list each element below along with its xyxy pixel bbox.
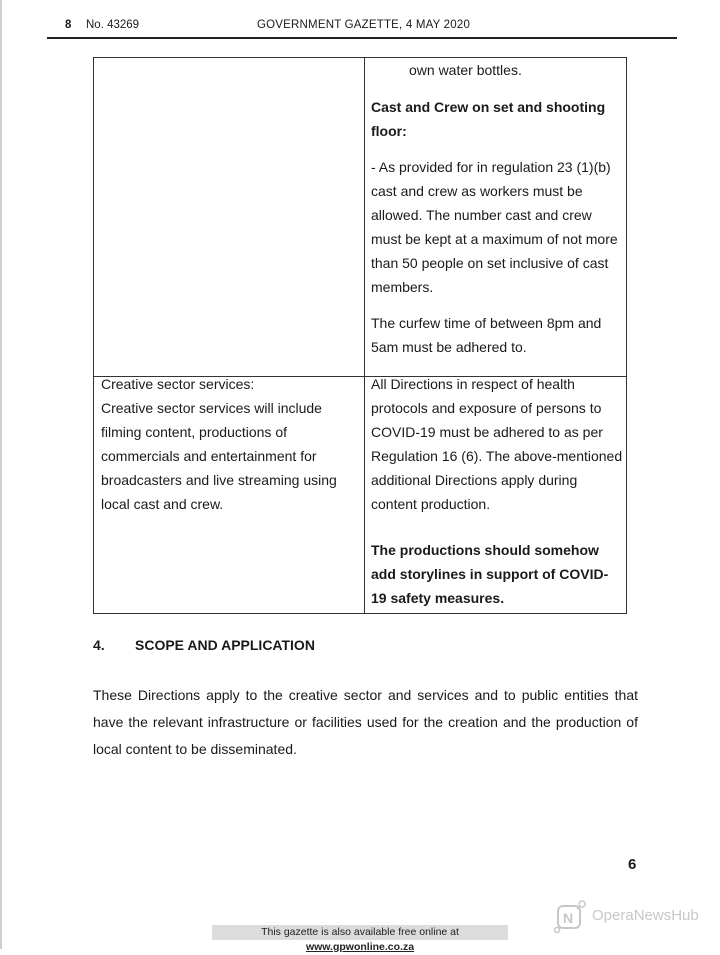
- row2-left-line: local cast and crew.: [101, 496, 224, 512]
- page-number: 6: [628, 856, 637, 873]
- row1-right-line: than 50 people on set inclusive of cast: [371, 255, 609, 271]
- watermark: [552, 896, 712, 938]
- row1-right-subheading-line1: Cast and Crew on set and shooting: [371, 99, 606, 115]
- page-edge: [0, 0, 2, 949]
- svg-text:N: N: [563, 910, 574, 926]
- row2-right-bold-line: add storylines in support of COVID-: [371, 566, 609, 582]
- page-header: [47, 19, 677, 37]
- footer-text: This gazette is also available free online at: [261, 926, 459, 938]
- footer-note: [212, 925, 508, 953]
- row2-left-line: filming content, productions of: [101, 424, 287, 440]
- row1-right-line: members.: [371, 279, 434, 295]
- header-issue-number: No. 43269: [86, 19, 140, 31]
- header-page-number: 8: [65, 19, 72, 31]
- row2-right-line: additional Directions apply during: [371, 472, 578, 488]
- row1-right-line: must be kept at a maximum of not more: [371, 231, 618, 247]
- directions-table: [93, 57, 627, 614]
- row1-right-line: cast and crew as workers must be: [371, 183, 583, 199]
- row2-right-line: All Directions in respect of health: [371, 376, 575, 392]
- section-number: 4.: [93, 637, 105, 653]
- row1-right-line0: own water bottles.: [409, 62, 522, 78]
- row2-right-bold-line: The productions should somehow: [371, 542, 599, 558]
- row2-left-line: broadcasters and live streaming using: [101, 472, 337, 488]
- row2-right-line: Regulation 16 (6). The above-mentioned: [371, 448, 623, 464]
- row2-left-line: Creative sector services will include: [101, 400, 322, 416]
- row1-right-subheading-line2: floor:: [371, 123, 407, 139]
- section-paragraph: These Directions apply to the creative sector and services and to public entities that have the relevant infrastructure or facilities used for the creation and the production of local content to be disseminated.: [93, 687, 638, 757]
- opera-news-hub-logo-icon: [552, 898, 588, 934]
- section-title: SCOPE AND APPLICATION: [135, 637, 315, 653]
- row1-right-line: allowed. The number cast and crew: [371, 207, 592, 223]
- row2-right-bold-line: 19 safety measures.: [371, 590, 505, 606]
- footer-link[interactable]: www.gpwonline.co.za: [305, 941, 415, 953]
- row2-right-line: protocols and exposure of persons to: [371, 400, 602, 416]
- header-title: GOVERNMENT GAZETTE, 4 MAY 2020: [257, 19, 471, 31]
- row1-right-curfew-line: 5am must be adhered to.: [371, 339, 527, 355]
- watermark-text: OperaNewsHub: [592, 907, 699, 924]
- row2-left-line: Creative sector services:: [101, 376, 255, 392]
- row2-right-line: COVID-19 must be adhered to as per: [371, 424, 603, 440]
- row2-right-line: content production.: [371, 496, 491, 512]
- row2-left-line: commercials and entertainment for: [101, 448, 317, 464]
- row1-right-line: - As provided for in regulation 23 (1)(b): [371, 159, 611, 175]
- header-rule: [47, 37, 677, 39]
- row1-right-curfew-line: The curfew time of between 8pm and: [371, 315, 602, 331]
- table-column-divider: [364, 58, 365, 613]
